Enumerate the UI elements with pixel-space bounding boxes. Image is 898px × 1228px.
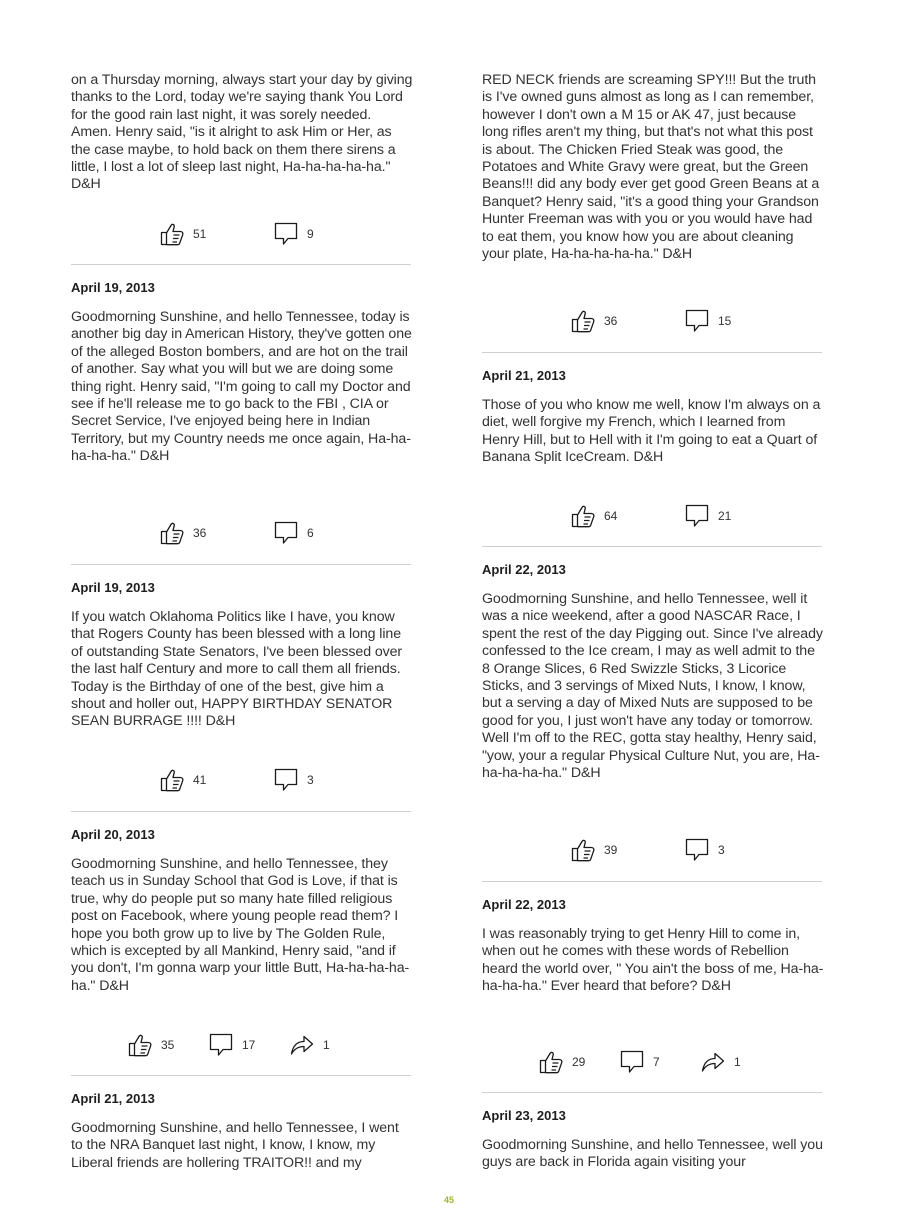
like-count: 35 (161, 1038, 175, 1052)
comment-count: 15 (718, 314, 732, 328)
post-stats (482, 501, 822, 531)
comment-count: 3 (307, 773, 314, 787)
post-stats (71, 765, 411, 795)
like-button[interactable] (159, 765, 206, 795)
like-count: 39 (604, 843, 618, 857)
comment-count: 9 (307, 227, 314, 241)
divider (482, 546, 822, 547)
comment-button[interactable] (273, 219, 314, 249)
speech-bubble-icon (619, 1049, 645, 1075)
comment-button[interactable] (684, 835, 725, 865)
post-text: If you watch Oklahoma Politics like I have, you know that Rogers County has been blessed with a long line of outstanding State Senators, I've been blessed over the last half Century and more to call them all friends. Today is the Birthday of one of the best, give him a shout and holler out, HAPPY BIRTHDAY SENATOR SEAN BURRAGE !!!! D&H (71, 609, 403, 730)
speech-bubble-icon (273, 767, 299, 793)
like-count: 41 (193, 773, 207, 787)
post-text: Goodmorning Sunshine, and hello Tennessee, I went to the NRA Banquet last night, I know, I know, my Liberal friends are hollering TRAITOR!! and my (71, 1120, 399, 1171)
post-stats (71, 518, 411, 548)
divider (71, 811, 411, 812)
divider (482, 881, 822, 882)
divider (71, 264, 411, 265)
post-text: on a Thursday morning, always start your day by giving thanks to the Lord, today we're saying thank You Lord for the good rain last night, it was sorely needed. Amen. Henry said, "is it alright to ask Him or Her, as the case maybe, to hold back on them there sirens a little, I lost a lot of sleep last night, Ha-ha-ha-ha-ha." D&H (71, 72, 413, 193)
post-date: April 19, 2013 (71, 580, 155, 595)
post-stats (482, 306, 822, 336)
like-button[interactable] (570, 306, 617, 336)
comment-button[interactable] (273, 518, 314, 548)
like-button[interactable] (538, 1047, 585, 1077)
like-button[interactable] (570, 835, 617, 865)
post-text: Those of you who know me well, know I'm always on a diet, well forgive my French, which I learned from Henry Hill, but to Hell with it I'm going to eat a Quart of Banana Split IceCream. D&H (482, 397, 821, 466)
post-text: Goodmorning Sunshine, and hello Tennessee, well you guys are back in Florida again visiting your (482, 1137, 823, 1171)
thumbs-up-icon (570, 308, 596, 334)
divider (482, 1092, 822, 1093)
comment-button[interactable] (208, 1030, 255, 1060)
comment-count: 7 (653, 1055, 660, 1069)
post-text: I was reasonably trying to get Henry Hill to come in, when out he comes with these words of Rebellion heard the world over, " You ain't the boss of me, Ha-ha-ha-ha-ha." Ever heard that before? D&H (482, 926, 824, 995)
thumbs-up-icon (159, 767, 185, 793)
speech-bubble-icon (684, 837, 710, 863)
share-count: 1 (734, 1055, 741, 1069)
share-count: 1 (323, 1038, 330, 1052)
speech-bubble-icon (273, 520, 299, 546)
comment-button[interactable] (273, 765, 314, 795)
post-date: April 21, 2013 (482, 368, 566, 383)
post-date: April 22, 2013 (482, 562, 566, 577)
post-stats (71, 1030, 411, 1060)
comment-count: 6 (307, 526, 314, 540)
speech-bubble-icon (684, 308, 710, 334)
like-count: 36 (193, 526, 207, 540)
divider (71, 1075, 411, 1076)
post-date: April 19, 2013 (71, 280, 155, 295)
thumbs-up-icon (538, 1049, 564, 1075)
post-date: April 22, 2013 (482, 897, 566, 912)
comment-count: 17 (242, 1038, 256, 1052)
like-count: 36 (604, 314, 618, 328)
like-button[interactable] (127, 1030, 174, 1060)
like-count: 29 (572, 1055, 586, 1069)
post-date: April 23, 2013 (482, 1108, 566, 1123)
share-arrow-icon (700, 1049, 726, 1075)
comment-count: 21 (718, 509, 732, 523)
like-button[interactable] (159, 518, 206, 548)
like-button[interactable] (159, 219, 206, 249)
post-date: April 21, 2013 (71, 1091, 155, 1106)
speech-bubble-icon (684, 503, 710, 529)
speech-bubble-icon (273, 221, 299, 247)
post-stats (482, 1047, 822, 1077)
thumbs-up-icon (159, 520, 185, 546)
post-text: RED NECK friends are screaming SPY!!! But the truth is I've owned guns almost as long as I can remember, however I don't own a M 15 or AK 47, just because long rifles aren't my thing, but that's not what this post is about. The Chicken Fried Steak was good, the Potatoes and White Gravy were great, but the Green Beans!!! did any body ever get good Green Beans at a Banquet? Henry said, "it's a good thing your Grandson Hunter Freeman was with you or you would have had to eat them, you know how you are about cleaning your plate, Ha-ha-ha-ha-ha." D&H (482, 72, 820, 263)
post-stats (71, 219, 411, 249)
like-button[interactable] (570, 501, 617, 531)
share-button[interactable] (700, 1047, 741, 1077)
comment-button[interactable] (619, 1047, 660, 1077)
post-stats (482, 835, 822, 865)
comment-count: 3 (718, 843, 725, 857)
post-text: Goodmorning Sunshine, and hello Tennessee, today is another big day in American History, they've gotten one of the alleged Boston bombers, and are hot on the trail of another. Say what you will but we are doing some thing right. Henry said, "I'm going to call my Doctor and see if he'll release me to go back to the FBI , CIA or Secret Service, I've enjoyed being here in Indian Territory, but my Country needs me once again, Ha-ha-ha-ha-ha." D&H (71, 309, 412, 465)
speech-bubble-icon (208, 1032, 234, 1058)
post-date: April 20, 2013 (71, 827, 155, 842)
divider (482, 352, 822, 353)
divider (71, 564, 411, 565)
page-number: 45 (443, 1195, 454, 1205)
like-count: 51 (193, 227, 207, 241)
thumbs-up-icon (159, 221, 185, 247)
post-text: Goodmorning Sunshine, and hello Tennessee, well it was a nice weekend, after a good NASCAR Race, I spent the rest of the day Pigging out. Since I've already confessed to the Ice cream, I may as well admit to the 8 Orange Slices, 6 Red Swizzle Sticks, 3 Licorice Sticks, and 3 servings of Mixed Nuts, I know, I know, but a serving a day of Mixed Nuts are supposed to be good for you, I just won't have any today or tomorrow. Well I'm off to the REC, gotta stay healthy, Henry said, "yow, your a regular Physical Culture Nut, you are, Ha-ha-ha-ha-ha." D&H (482, 591, 823, 782)
thumbs-up-icon (127, 1032, 153, 1058)
comment-button[interactable] (684, 501, 731, 531)
comment-button[interactable] (684, 306, 731, 336)
thumbs-up-icon (570, 837, 596, 863)
post-text: Goodmorning Sunshine, and hello Tennessee, they teach us in Sunday School that God is Love, if that is true, why do people put so many hate filled religious post on Facebook, where young people read them? I hope you both grow up to live by The Golden Rule, which is excepted by all Mankind, Henry said, "and if you don't, I'm gonna warp your little Butt, Ha-ha-ha-ha-ha." D&H (71, 856, 410, 994)
share-button[interactable] (289, 1030, 330, 1060)
thumbs-up-icon (570, 503, 596, 529)
share-arrow-icon (289, 1032, 315, 1058)
like-count: 64 (604, 509, 618, 523)
